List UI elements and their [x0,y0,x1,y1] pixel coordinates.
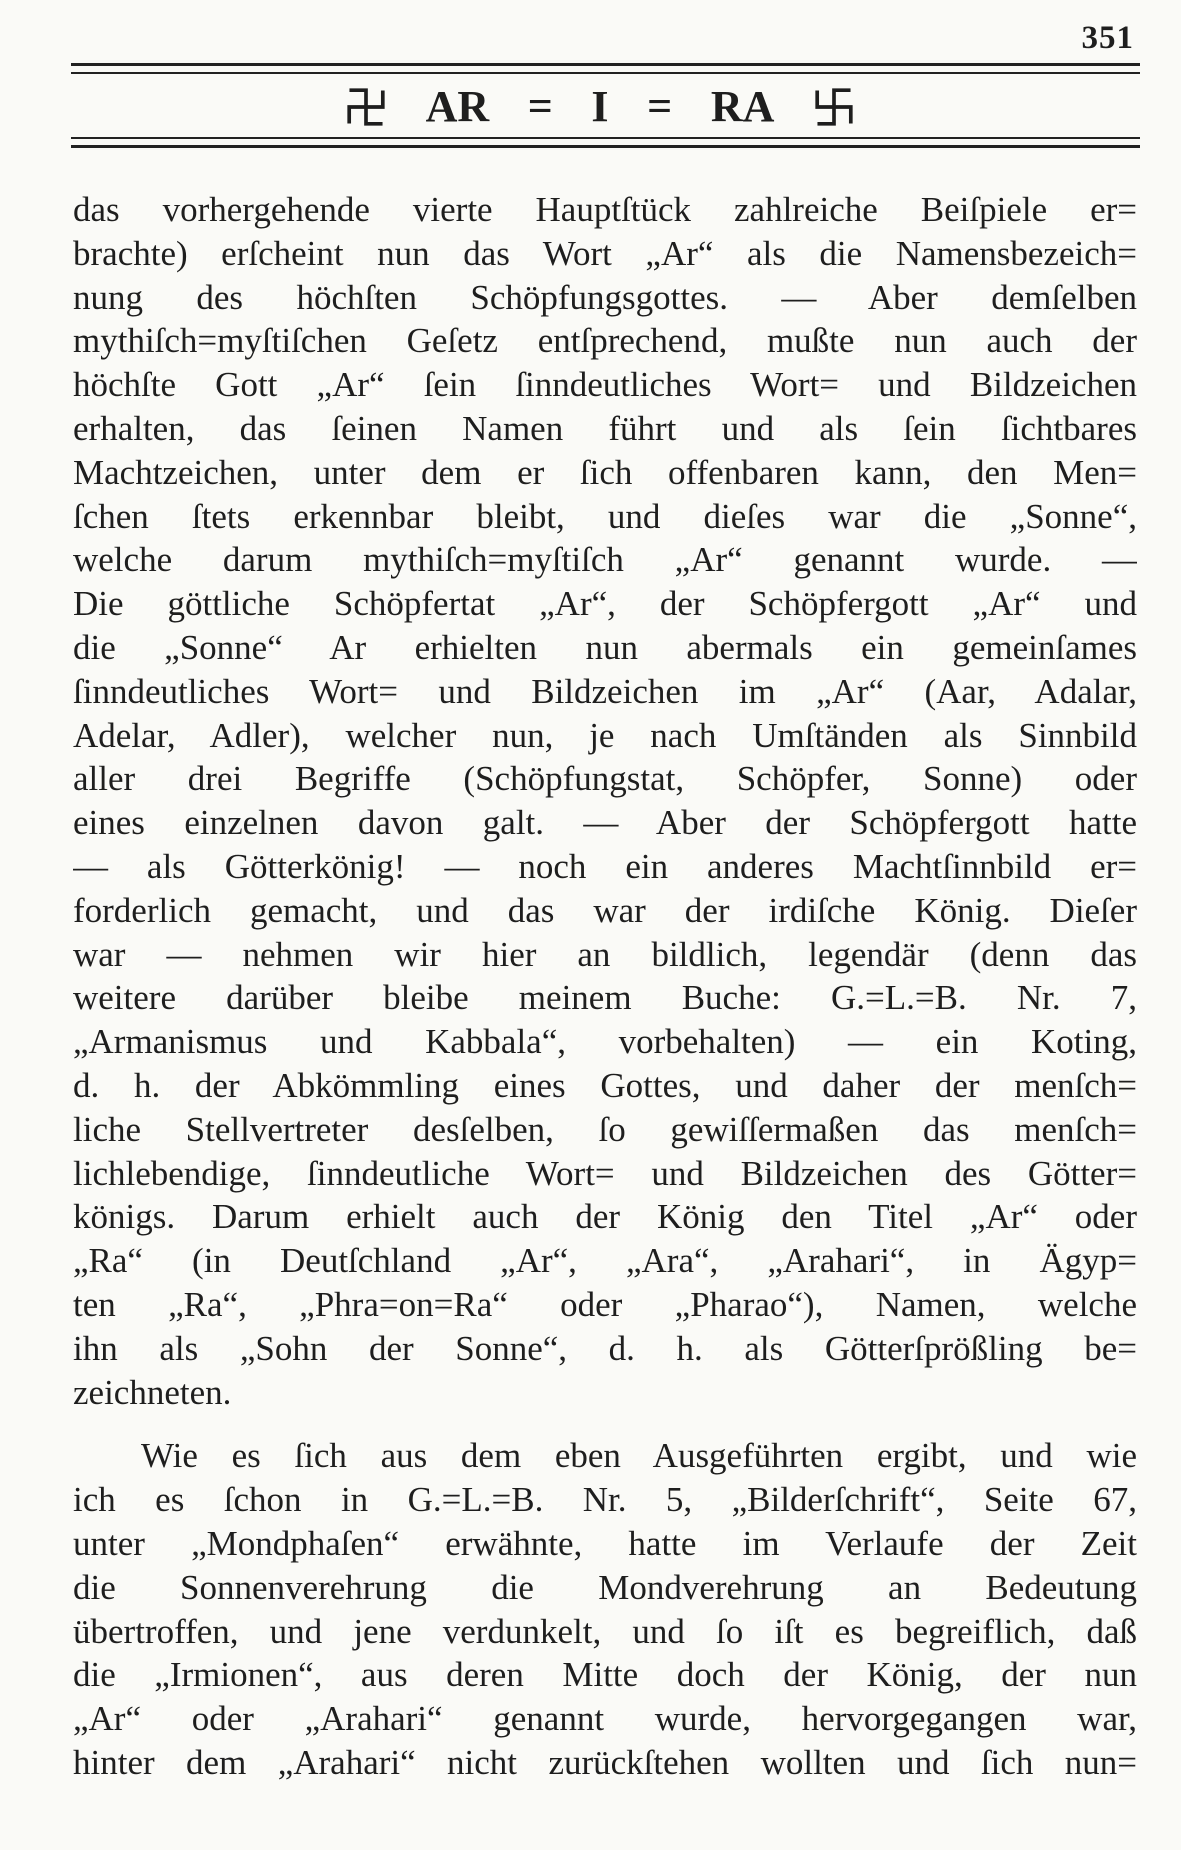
emblem-equals-sign: = [647,82,673,131]
text-line: Machtzeichen, unter dem er ſich offenbaren kann, den Men= [73,452,1137,492]
text-line: die „Sonne“ Ar erhielten nun abermals ein gemeinſames [73,627,1137,667]
text-line: ten „Ra“, „Phra=on=Ra“ oder „Pharao“), Namen, welche [73,1284,1137,1324]
text-line: ich es ſchon in G.=L.=B. Nr. 5, „Bilderſchrift“, Seite 67, [73,1480,1137,1520]
text-line: königs. Darum erhielt auch der König den Titel „Ar“ oder [73,1197,1137,1237]
text-line: aller drei Begriffe (Schöpfungstat, Schöpfer, Sonne) oder [73,759,1137,799]
text-line: die „Irmionen“, aus deren Mitte doch der König, der nun [73,1655,1137,1695]
text-line: „Ra“ (in Deutſchland „Ar“, „Ara“, „Arahari“, in Ägyp= [73,1241,1137,1281]
text-line: eines einzelnen davon galt. — Aber der Schöpfergott hatte [73,803,1137,843]
text-line: ihn als „Sohn der Sonne“, d. h. als Götterſprößling be= [73,1328,1137,1368]
page-number: 351 [1081,20,1134,56]
text-line: die Sonnenverehrung die Mondverehrung an Bedeutung [73,1567,1137,1607]
text-line: war — nehmen wir hier an bildlich, legendär (denn das [73,934,1137,974]
text-line: — als Götterkönig! — noch ein anderes Machtſinnbild er= [73,846,1137,886]
header-rule-bottom-thick [71,145,1140,148]
text-line: welche darum mythiſch=myſtiſch „Ar“ genannt wurde. — [73,540,1137,580]
emblem-word-ra: RA [710,82,775,131]
header-rule-top-thick [71,63,1140,66]
emblem-word-ar: AR [425,82,490,131]
text-line: Die göttliche Schöpfertat „Ar“, der Schöpfergott „Ar“ und [73,584,1137,624]
text-line: erhalten, das ſeinen Namen führt und als ſein ſichtbares [73,408,1137,448]
text-line: unter „Mondphaſen“ erwähnte, hatte im Verlaufe der Zeit [73,1523,1137,1563]
text-line: das vorhergehende vierte Hauptſtück zahlreiche Beiſpiele er= [73,190,1137,229]
text-line: mythiſch=myſtiſchen Geſetz entſprechend, mußte nun auch der [73,321,1137,361]
text-line: hinter dem „Arahari“ nicht zurückſtehen wollten und ſich nun= [73,1742,1137,1782]
text-line: übertroffen, und jene verdunkelt, und ſo iſt es begreiflich, daß [73,1611,1137,1651]
text-line: nung des höchſten Schöpfungsgottes. — Aber demſelben [73,277,1137,317]
text-line: Adelar, Adler), welcher nun, je nach Umſtänden als Sinnbild [73,715,1137,755]
header-rule-top-thin [71,72,1140,74]
text-line: ſchen ſtets erkennbar bleibt, und dieſes war die „Sonne“, [73,496,1137,536]
emblem-letter-i: I [591,82,609,131]
header-emblem [345,84,855,130]
clockwise-hooked-cross-icon [813,86,855,128]
text-line: höchſte Gott „Ar“ ſein ſinndeutliches Wort= und Bildzeichen [73,365,1137,405]
counterclockwise-hooked-cross-icon [345,86,387,128]
text-line: forderlich gemacht, und das war der irdiſche König. Dieſer [73,890,1137,930]
body-text [73,188,1137,1785]
text-line: ſinndeutliches Wort= und Bildzeichen im „Ar“ (Aar, Adalar, [73,671,1137,711]
text-line: weitere darüber bleibe meinem Buche: G.=L.=B. Nr. 7, [73,978,1137,1018]
text-line: lichlebendige, ſinndeutliche Wort= und Bildzeichen des Götter= [73,1153,1137,1193]
text-line: Wie es ſich aus dem eben Ausgeführten ergibt, und wie [141,1436,1137,1476]
text-line: „Ar“ oder „Arahari“ genannt wurde, hervorgegangen war, [73,1699,1137,1739]
paragraph [73,188,1137,1414]
text-line: zeichneten. [73,1372,232,1412]
header-rule-bottom-thin [71,137,1140,139]
text-line: liche Stellvertreter desſelben, ſo gewiſſermaßen das menſch= [73,1109,1137,1149]
text-line: d. h. der Abkömmling eines Gottes, und daher der menſch= [73,1065,1137,1105]
emblem-equals-sign: = [527,82,553,131]
text-line: brachte) erſcheint nun das Wort „Ar“ als die Namensbezeich= [73,233,1137,273]
paragraph [73,1434,1137,1784]
text-line: „Armanismus und Kabbala“, vorbehalten) — ein Koting, [73,1022,1137,1062]
